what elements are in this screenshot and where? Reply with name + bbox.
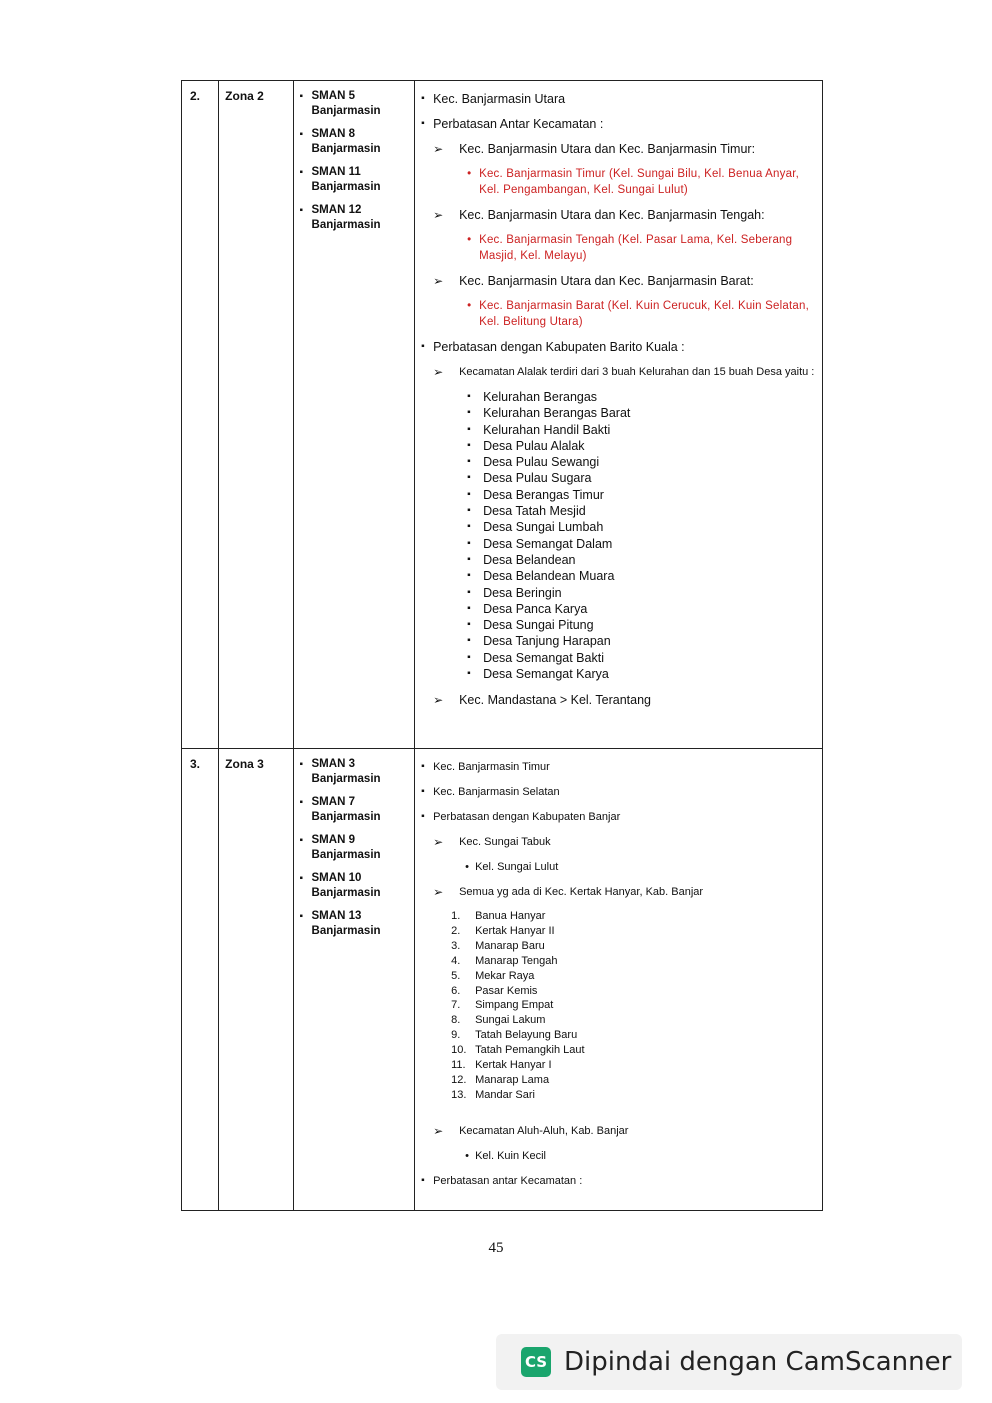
list-item: [451, 954, 816, 969]
list-item: [451, 969, 816, 984]
list-item: ▪ Desa Belandean: [467, 552, 816, 568]
border-item: ➢ Kec. Banjarmasin Utara dan Kec. Banjarmasin Tengah:: [421, 207, 816, 223]
list-number: 13.: [451, 1088, 467, 1101]
list-text: Kertak Hanyar II: [475, 924, 555, 937]
area-item: ▪ Perbatasan dengan Kabupaten Barito Kuala :: [421, 339, 816, 355]
zona-name: Zona 2: [219, 81, 293, 749]
school-item: ▪ SMAN 12 Banjarmasin: [300, 203, 415, 233]
kelurahan-detail: • Kel. Kuin Kecil: [421, 1148, 816, 1164]
list-text: Banua Hanyar: [475, 910, 546, 922]
list-number: 2.: [451, 924, 461, 937]
area-cell: [415, 749, 823, 1211]
list-item: ▪ Desa Pulau Sewangi: [467, 454, 816, 470]
alalak-list: [421, 389, 816, 682]
list-item: [451, 1088, 816, 1103]
list-number: 12.: [451, 1073, 467, 1086]
school-item: ▪ SMAN 13 Banjarmasin: [300, 909, 415, 939]
list-text: Manarap Baru: [475, 939, 545, 952]
list-text: Sungai Lakum: [475, 1014, 546, 1027]
area-item: ▪ Perbatasan antar Kecamatan :: [421, 1173, 816, 1189]
school-item: ▪ SMAN 11 Banjarmasin: [300, 165, 415, 195]
row-number: 3.: [182, 749, 219, 1211]
list-item: [451, 924, 816, 939]
border-item: ➢ Kec. Mandastana > Kel. Terantang: [421, 692, 816, 708]
row-number: 2.: [182, 81, 219, 749]
school-cell: [293, 749, 415, 1211]
table-row-zona-3: [182, 749, 823, 1211]
border-item: ➢ Kec. Banjarmasin Utara dan Kec. Banjarmasin Timur:: [421, 141, 816, 157]
list-item: [451, 1013, 816, 1028]
area-item: ▪ Kec. Banjarmasin Timur: [421, 759, 816, 775]
list-text: Tatah Pemangkih Laut: [475, 1044, 585, 1057]
zona-name: Zona 3: [219, 749, 293, 1211]
school-item: ▪ SMAN 5 Banjarmasin: [300, 89, 415, 119]
school-item: ▪ SMAN 8 Banjarmasin: [300, 127, 415, 157]
list-item: [451, 1058, 816, 1073]
school-cell: [293, 81, 415, 749]
list-text: Manarap Lama: [475, 1073, 550, 1086]
border-item: ➢ Kecamatan Aluh-Aluh, Kab. Banjar: [421, 1123, 816, 1139]
area-item: ▪ Kec. Banjarmasin Utara: [421, 91, 816, 107]
list-item: ▪ Desa Semangat Dalam: [467, 536, 816, 552]
list-text: Pasar Kemis: [475, 984, 538, 997]
kelurahan-detail: • Kec. Banjarmasin Tengah (Kel. Pasar Lama, Kel. Seberang Masjid, Kel. Melayu): [421, 232, 816, 264]
list-item: ▪ Desa Sungai Lumbah: [467, 519, 816, 535]
list-number: 8.: [451, 1014, 461, 1027]
list-item: [451, 998, 816, 1013]
area-item: ▪ Kec. Banjarmasin Selatan: [421, 784, 816, 800]
page-number: 45: [488, 1240, 504, 1256]
kelurahan-detail: • Kec. Banjarmasin Timur (Kel. Sungai Bilu, Kel. Benua Anyar, Kel. Pengambangan, Kel. Sungai Lulut): [421, 166, 816, 198]
school-item: ▪ SMAN 10 Banjarmasin: [300, 871, 415, 901]
school-item: ▪ SMAN 7 Banjarmasin: [300, 795, 415, 825]
list-item: ▪ Desa Sungai Pitung: [467, 617, 816, 633]
camscanner-logo-icon: CS: [521, 1347, 551, 1377]
list-number: 1.: [451, 910, 461, 922]
school-list: [294, 81, 415, 233]
kelurahan-detail: • Kec. Banjarmasin Barat (Kel. Kuin Cerucuk, Kel. Kuin Selatan, Kel. Belitung Utara): [421, 298, 816, 330]
list-item: ▪ Desa Panca Karya: [467, 601, 816, 617]
area-item: ▪ Perbatasan Antar Kecamatan :: [421, 116, 816, 132]
list-number: 9.: [451, 1029, 461, 1042]
list-text: Tatah Belayung Baru: [475, 1029, 578, 1042]
zona-table: [181, 80, 823, 1211]
list-number: 11.: [451, 1059, 466, 1072]
list-number: 4.: [451, 954, 461, 967]
school-list: [294, 749, 415, 939]
list-item: [451, 909, 816, 924]
list-text: Kertak Hanyar I: [475, 1059, 552, 1072]
list-item: ▪ Desa Berangas Timur: [467, 487, 816, 503]
list-item: ▪ Kelurahan Handil Bakti: [467, 422, 816, 438]
list-item: [451, 1043, 816, 1058]
list-item: [451, 1073, 816, 1088]
kelurahan-detail: • Kel. Sungai Lulut: [421, 859, 816, 875]
list-item: ▪ Kelurahan Berangas Barat: [467, 405, 816, 421]
school-item: ▪ SMAN 3 Banjarmasin: [300, 757, 415, 787]
list-item: ▪ Desa Belandean Muara: [467, 568, 816, 584]
list-number: 6.: [451, 984, 461, 997]
list-item: ▪ Desa Pulau Alalak: [467, 438, 816, 454]
border-item: ➢ Kec. Sungai Tabuk: [421, 834, 816, 850]
list-text: Mekar Raya: [475, 969, 535, 982]
list-text: Manarap Tengah: [475, 954, 558, 967]
school-item: ▪ SMAN 9 Banjarmasin: [300, 833, 415, 863]
camscanner-watermark: [496, 1334, 962, 1390]
list-item: ▪ Desa Beringin: [467, 585, 816, 601]
watermark-text: Dipindai dengan CamScanner: [564, 1347, 952, 1377]
area-item: ▪ Perbatasan dengan Kabupaten Banjar: [421, 809, 816, 825]
list-item: [451, 984, 816, 999]
border-item: ➢ Kec. Banjarmasin Utara dan Kec. Banjarmasin Barat:: [421, 273, 816, 289]
list-item: ▪ Desa Semangat Bakti: [467, 650, 816, 666]
list-item: ▪ Desa Pulau Sugara: [467, 470, 816, 486]
list-item: ▪ Desa Tanjung Harapan: [467, 633, 816, 649]
list-number: 5.: [451, 969, 461, 982]
list-number: 10.: [451, 1044, 467, 1057]
table-row-zona-2: [182, 81, 823, 749]
kertak-hanyar-list: [421, 909, 816, 1103]
list-text: Simpang Empat: [475, 999, 554, 1012]
list-number: 3.: [451, 939, 461, 952]
list-item: ▪ Desa Semangat Karya: [467, 666, 816, 682]
border-item: ➢ Kecamatan Alalak terdiri dari 3 buah Kelurahan dan 15 buah Desa yaitu :: [421, 364, 816, 380]
area-cell: [415, 81, 823, 749]
list-item: ▪ Kelurahan Berangas: [467, 389, 816, 405]
list-item: [451, 1028, 816, 1043]
list-number: 7.: [451, 999, 461, 1012]
list-item: [451, 939, 816, 954]
list-text: Mandar Sari: [475, 1088, 535, 1101]
list-item: ▪ Desa Tatah Mesjid: [467, 503, 816, 519]
border-item: ➢ Semua yg ada di Kec. Kertak Hanyar, Kab. Banjar: [421, 884, 816, 900]
